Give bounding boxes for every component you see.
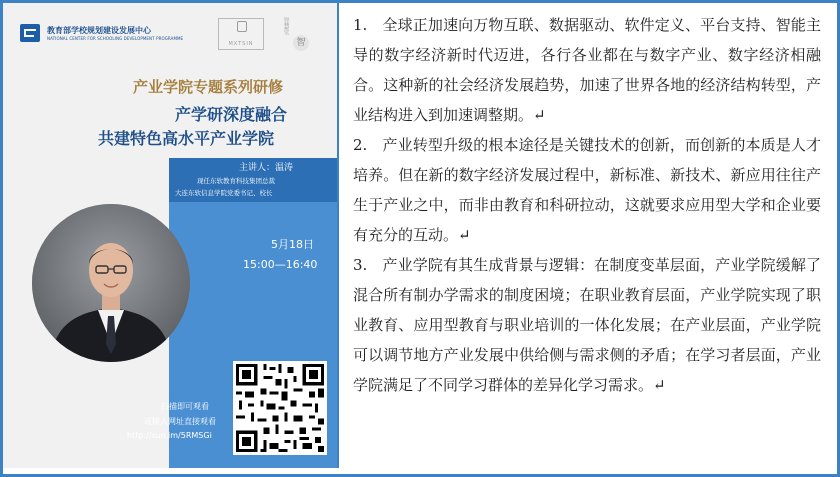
org-name-cn: 教育部学校规划建设发展中心: [47, 26, 151, 35]
speaker-role-2: 大连东软信息学院党委书记、校长: [175, 189, 273, 197]
main-title-line2: 共建特色高水平产业学院: [98, 129, 275, 148]
university-seal-logo: [218, 18, 264, 50]
event-time: 15:00—16:40: [243, 258, 318, 271]
crest-icon: [237, 21, 247, 32]
cta-line-2: 或输入网址直接观看: [144, 417, 216, 426]
cta-url[interactable]: http://suo.im/5RMSGi: [127, 431, 212, 440]
series-title: 产业学院专题系列研修: [133, 78, 284, 96]
main-title-line1: 产学研深度融合: [175, 105, 288, 124]
speaker-name: 主讲人：温涛: [239, 163, 294, 173]
portrait-illustration: [32, 204, 190, 362]
paragraph-3: 3. 产业学院有其生成背景与逻辑：在制度变革层面，产业学院缓解了混合所有制办学需求的制度困境；在职业教育层面，产业学院实现了职业教育、应用型教育与职业培训的一体化发展；在产业层面，产业学院可以调节地方产业发展中供给侧与需求侧的矛盾；在学习者层面，产业学院满足了不同学习群体的差异化学习需求。↵: [353, 256, 821, 394]
partner-title: 智慧堂: [282, 17, 289, 35]
event-date: 5月18日: [271, 238, 314, 251]
speaker-portrait: [32, 204, 190, 362]
seal-text: MXTSIN: [228, 41, 254, 47]
partner-logo: [279, 15, 317, 51]
org-name-en: NATIONAL CENTER FOR SCHOOLING DEVELOPMENT PROGRAMME: [47, 36, 184, 41]
ministry-logo-icon: [19, 23, 41, 43]
cta-line-1: 扫描即可观看: [161, 402, 209, 411]
article-text: [339, 3, 831, 468]
speaker-role-1: 现任东软教育科技集团总裁: [197, 177, 275, 185]
qr-code-icon[interactable]: [233, 361, 327, 455]
partner-mark: 智: [293, 35, 309, 51]
speaker-box: [169, 158, 337, 202]
event-poster: [3, 3, 337, 468]
paragraph-2: 2. 产业转型升级的根本途径是关键技术的创新，而创新的本质是人才培养。但在新的数字经济发展过程中，新标准、新技术、新应用往往产生于产业之中，而非由教育和科研拉动，这就要求应用型大学和企业要有充分的互动。↵: [353, 136, 821, 244]
paragraph-1: 1. 全球正加速向万物互联、数据驱动、软件定义、平台支持、智能主导的数字经济新时代迈进，各行各业都在与数字产业、数字经济相融合。这种新的社会经济发展趋势，加速了世界各地的经济结构转型，产业结构进入到加速调整期。↵: [353, 16, 821, 124]
